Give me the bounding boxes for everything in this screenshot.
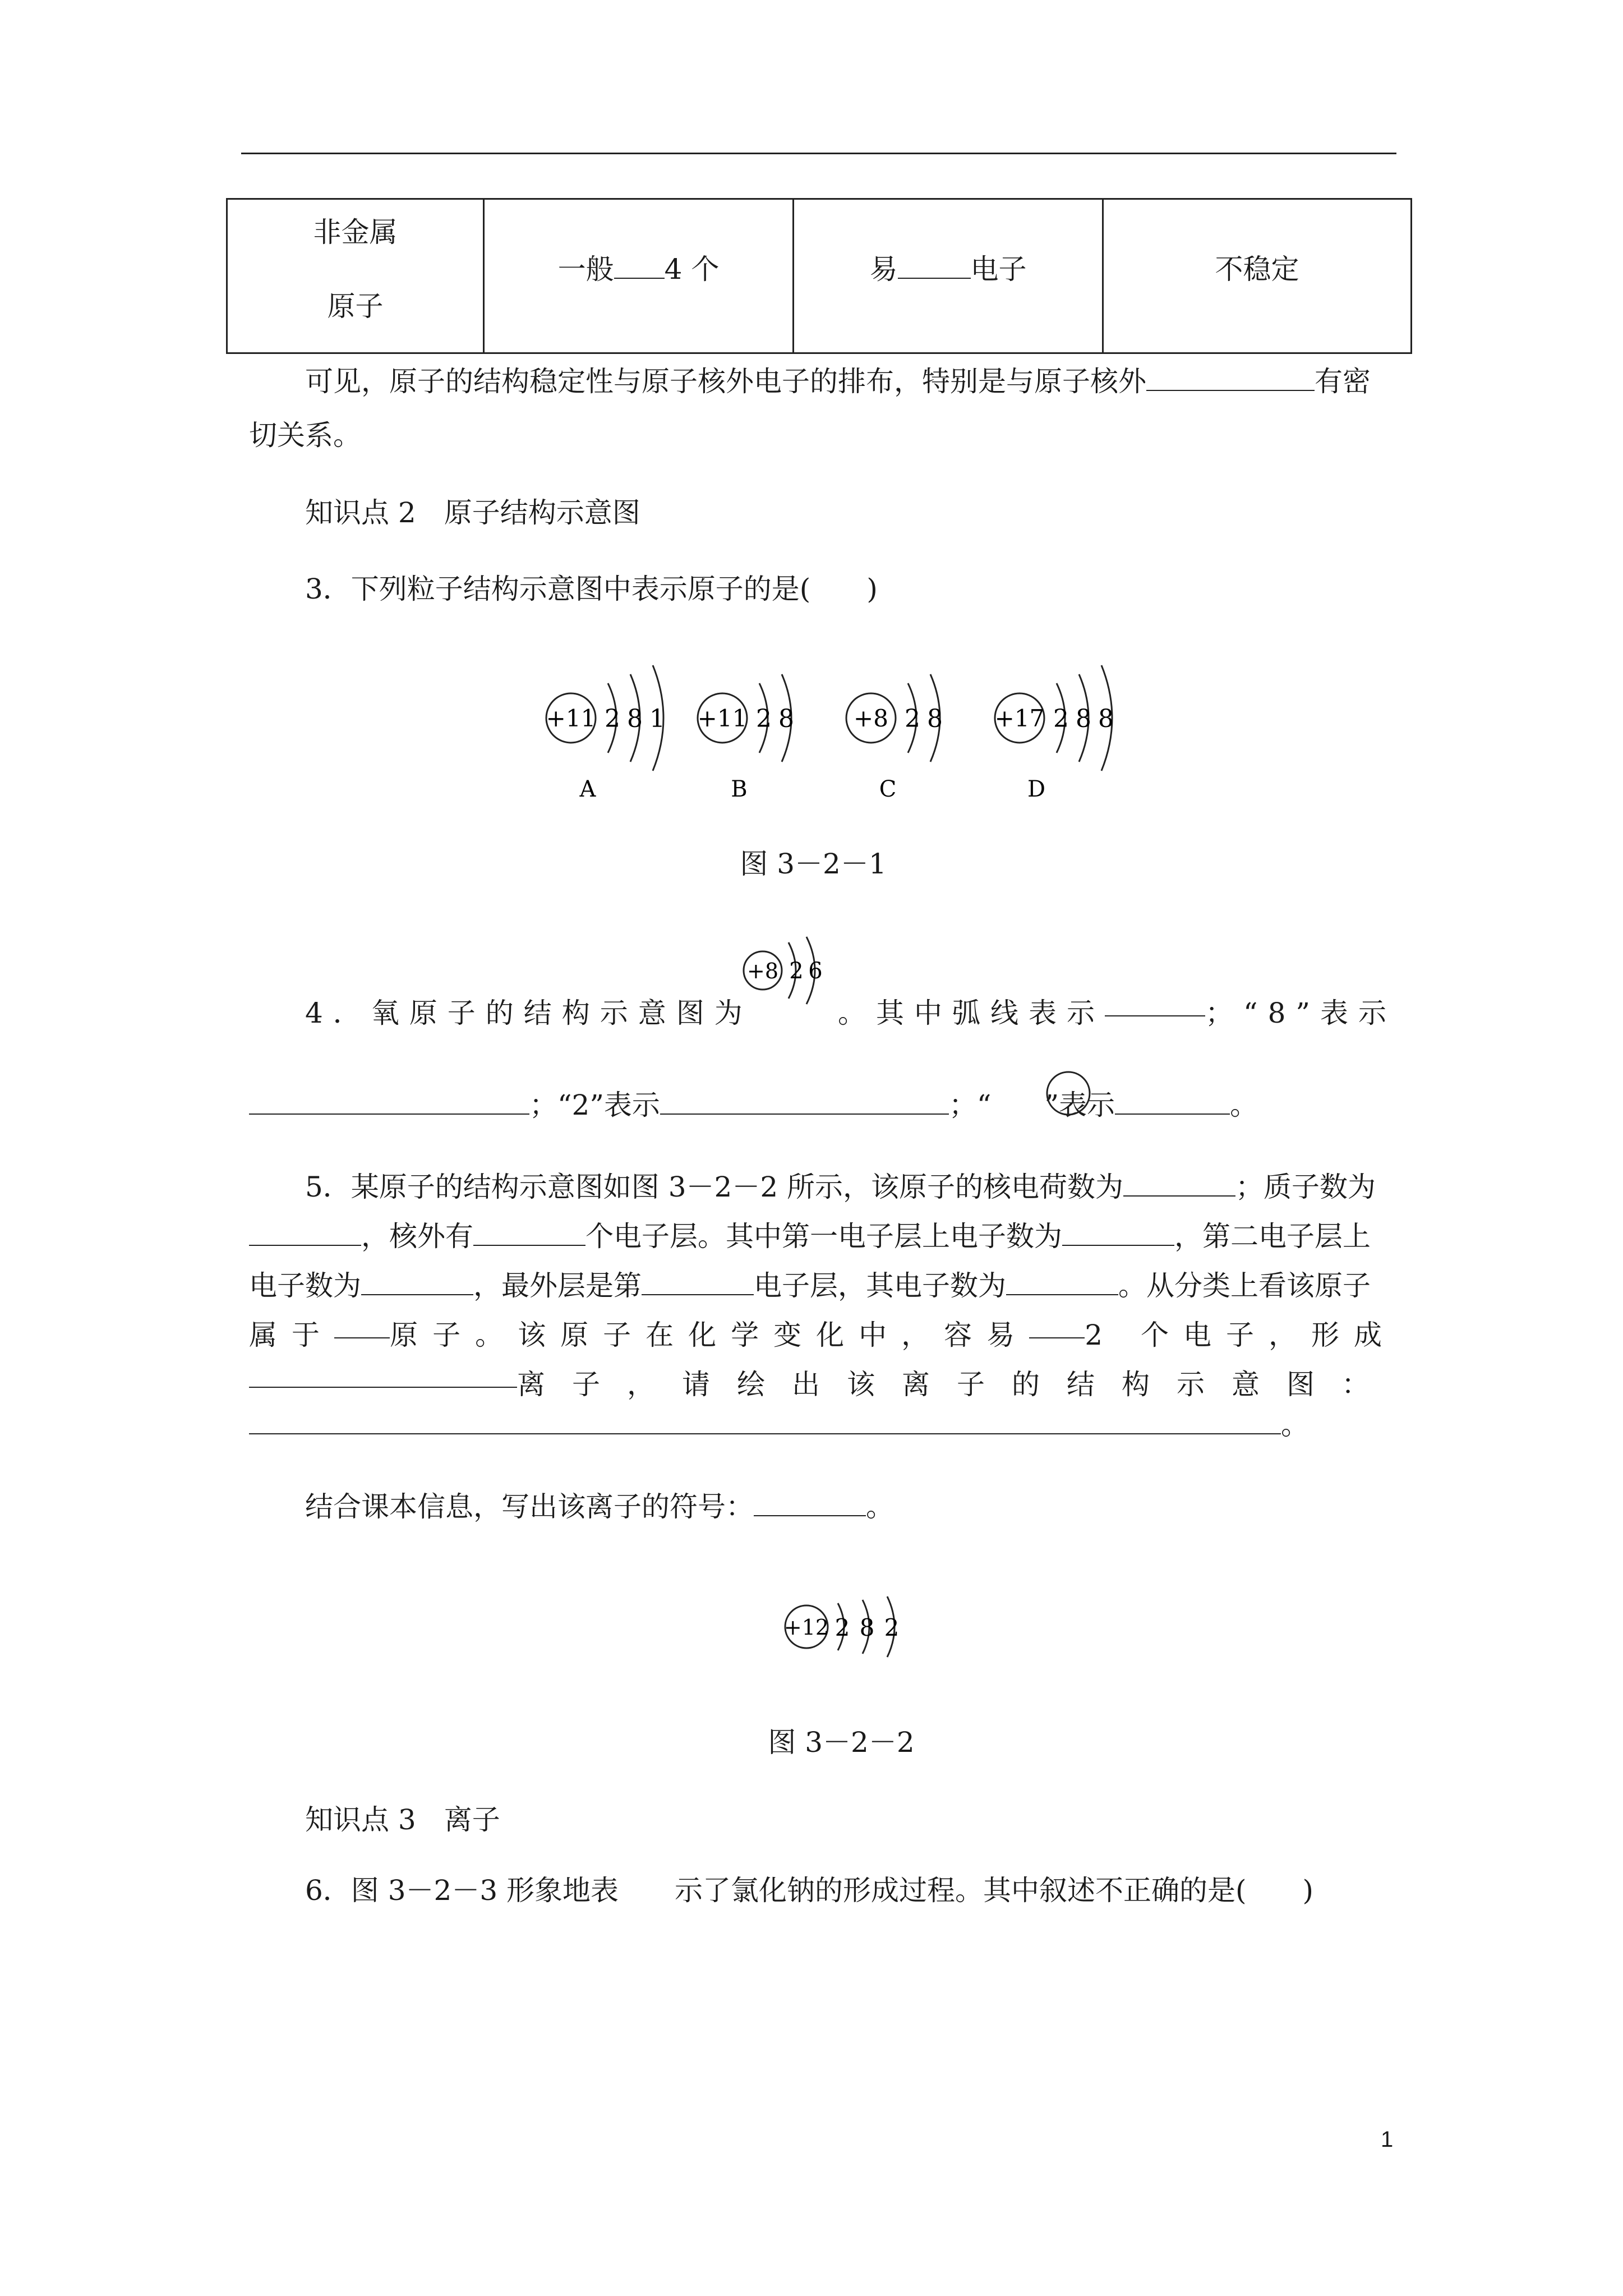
table-cell-type [228, 200, 485, 352]
nucleus-charge: +11 [546, 705, 596, 732]
blank[interactable] [249, 1089, 529, 1115]
question-5-line1: 5．某原子的结构示意图如图 3－2－2 所示，该原子的核电荷数为 ；质子数为 [305, 1171, 1376, 1203]
cell-outer-electrons-text: 一般 4 个 [557, 253, 720, 286]
question-5-line3: 电子数为 ，最外层是第 电子层，其电子数为 。从分类上看该原子 [249, 1269, 1371, 1302]
question-4-line1: 4．氧原子的结构示意图为 。其中弧线表示 ；“8”表示 [305, 991, 1396, 1031]
nucleus-charge: +12 [783, 1615, 829, 1640]
blank[interactable] [1105, 991, 1205, 1016]
cell-tendency-text: 易 电子 [869, 253, 1027, 286]
cell-stability-text: 不稳定 [1215, 253, 1299, 286]
blank[interactable] [614, 253, 665, 279]
table-cell-tendency [794, 200, 1104, 352]
option-label: C [879, 776, 897, 802]
question-4-line2: ；“2”表示 ；“ ”表示 。 [249, 1083, 1258, 1123]
electron-table [226, 198, 1412, 354]
shell-electrons: 2 [789, 958, 804, 984]
shell-electrons: 2 [605, 705, 620, 733]
section-heading-3: 知识点 3 离子 [305, 1803, 500, 1836]
option-label: A [579, 776, 596, 802]
blank[interactable] [660, 1089, 949, 1115]
blank[interactable] [1146, 365, 1315, 391]
cell-type-line1: 非金属 [313, 216, 398, 249]
blank[interactable] [898, 253, 971, 279]
shell-electrons: 2 [756, 705, 772, 733]
table-cell-outer-electrons [485, 200, 794, 352]
nucleus-charge: +8 [854, 705, 888, 732]
atom-diagram-a [546, 665, 665, 802]
para1-line1: 可见，原子的结构稳定性与原子核外电子的排布，特别是与原子核外 有密 [305, 365, 1371, 398]
figure-3-2-2 [774, 1582, 914, 1672]
figure-3-2-2-caption: 图 3－2－2 [768, 1726, 915, 1759]
shell-electrons: 8 [778, 705, 794, 733]
blank[interactable] [754, 1490, 866, 1516]
question-3: 3．下列粒子结构示意图中表示原子的是( ) [305, 573, 878, 605]
blank[interactable] [249, 1409, 1281, 1434]
empty-circle-icon [1043, 1068, 1094, 1119]
question-5-line4: 属于 原子。该原子在化学变化中，容易 2 个电子，形成 [249, 1313, 1396, 1353]
page-number: 1 [1381, 2127, 1394, 2152]
question-5-line6: 。 [249, 1402, 1309, 1443]
shell-electrons: 8 [1098, 705, 1114, 733]
blank[interactable] [473, 1220, 585, 1246]
blank[interactable] [249, 1362, 517, 1388]
shell-electrons: 8 [927, 705, 943, 733]
nucleus-charge: +17 [994, 705, 1045, 732]
header-rule [241, 153, 1396, 154]
option-label: D [1027, 776, 1046, 802]
question-5-line5: 离子，请绘出该离子的结构示意图： [249, 1362, 1396, 1402]
atom-diagram-c [846, 674, 943, 802]
blank[interactable] [1029, 1313, 1085, 1338]
shell-electrons: 2 [834, 1614, 850, 1641]
figure-3-2-1 [538, 645, 1155, 802]
shell-electrons: 8 [859, 1614, 875, 1641]
nucleus-charge: +11 [697, 705, 748, 732]
shell-electrons: 2 [905, 705, 920, 733]
nucleus-charge: +8 [746, 959, 779, 983]
shell-electrons: 8 [1076, 705, 1091, 733]
atom-diagram-d [995, 665, 1114, 802]
blank[interactable] [334, 1313, 390, 1338]
cell-type-line2: 原子 [327, 290, 384, 323]
blank[interactable] [361, 1269, 473, 1295]
question-5-line7: 结合课本信息，写出该离子的符号： 。 [305, 1490, 894, 1523]
shell-electrons: 8 [627, 705, 643, 733]
blank[interactable] [1006, 1269, 1118, 1295]
option-label: B [731, 776, 748, 802]
blank[interactable] [249, 1220, 361, 1246]
table-cell-stability [1104, 200, 1410, 352]
blank[interactable] [1062, 1220, 1174, 1246]
section-heading-2: 知识点 2 原子结构示意图 [305, 496, 640, 529]
blank[interactable] [642, 1269, 754, 1295]
question-5-line2: ，核外有 个电子层。其中第一电子层上电子数为 ，第二电子层上 [249, 1214, 1371, 1254]
shell-electrons: 2 [1053, 705, 1069, 733]
question-6: 6．图 3－2－3 形象地表 示了氯化钠的形成过程。其中叙述不正确的是( ) [305, 1874, 1314, 1907]
shell-electrons: 1 [649, 705, 665, 733]
blank[interactable] [1123, 1171, 1235, 1197]
figure-3-2-1-caption: 图 3－2－1 [740, 848, 887, 880]
para1-line2: 切关系。 [249, 419, 361, 452]
blank[interactable] [1115, 1089, 1230, 1115]
atom-diagram-b [698, 674, 794, 802]
shell-electrons: 2 [884, 1614, 900, 1641]
shell-electrons: 6 [808, 958, 823, 984]
